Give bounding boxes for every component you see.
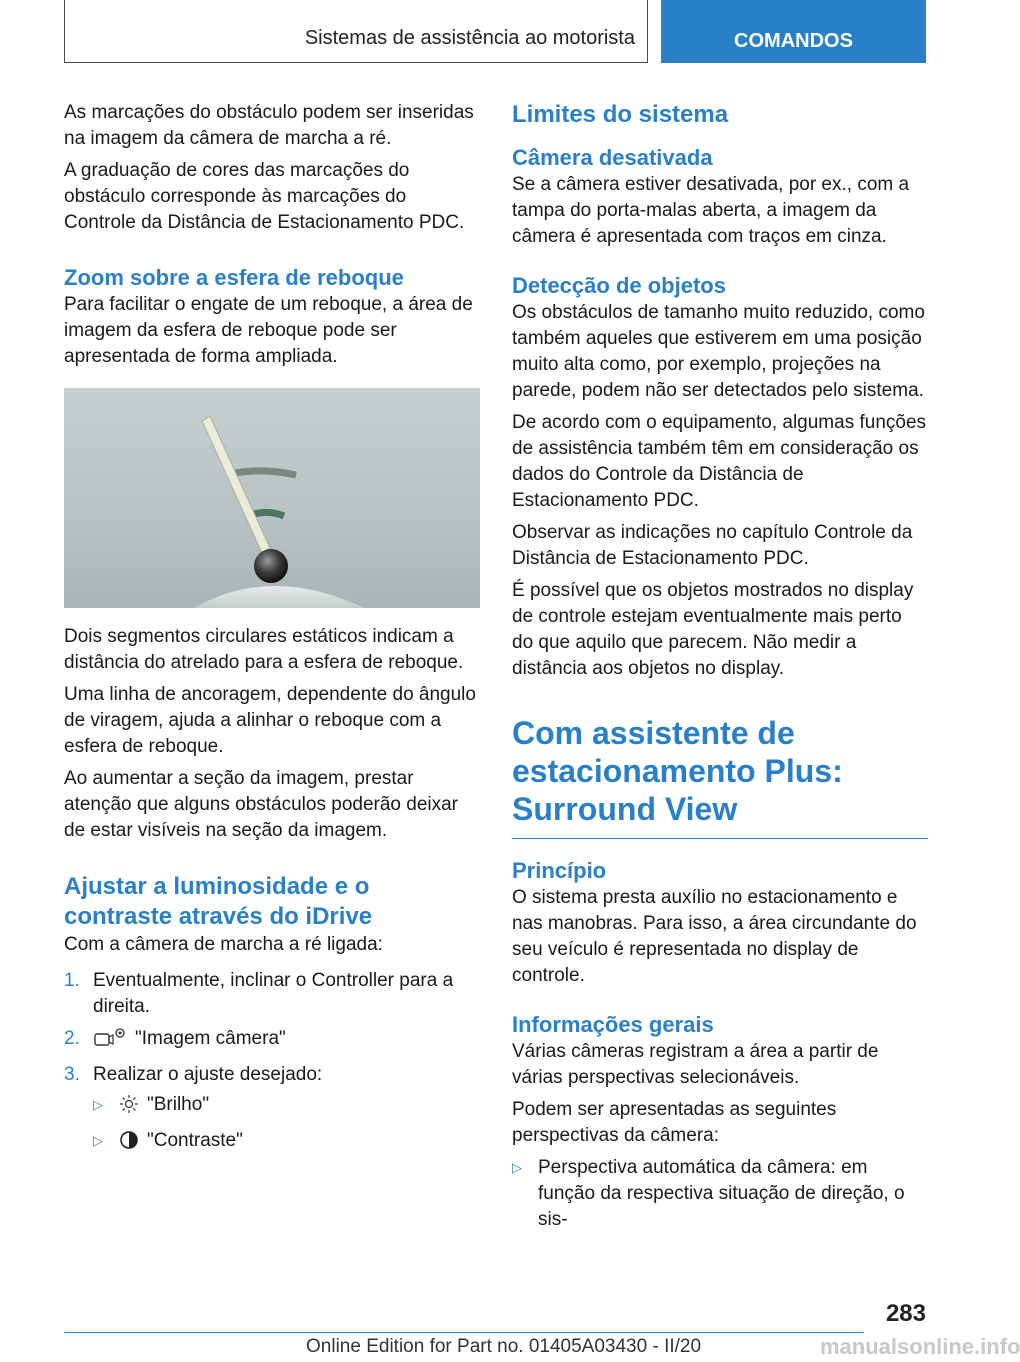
list-item	[93, 1128, 480, 1158]
heading-brightness-contrast: Ajustar a luminosidade e o contraste através do iDrive	[64, 873, 373, 930]
brightness-icon	[119, 1094, 139, 1122]
paragraph: Várias câmeras registram a área a partir de várias perspectivas selecionáveis.	[512, 1041, 879, 1088]
sub-list	[93, 1092, 480, 1158]
bullet-triangle: ▷	[93, 1133, 103, 1148]
camera-settings-icon	[93, 1026, 127, 1056]
left-column	[64, 100, 480, 1164]
paragraph: Se a câmera estiver desativada, por ex., com a tampa do porta-malas aberta, a imagem da câmera é apresentada com traços em cinza.	[512, 174, 910, 247]
heading-camera-off: Câmera desativada	[512, 145, 713, 170]
step-number: 2.	[64, 1028, 80, 1049]
tow-ball	[254, 549, 288, 583]
header-chapter-tab: COMANDOS	[661, 0, 926, 63]
paragraph: A graduação de cores das marcações do obstáculo corresponde às marcações do Controle da Distância de Estacionamento PDC.	[64, 160, 465, 233]
step-text: Realizar o ajuste desejado:	[93, 1064, 323, 1085]
heading-zoom: Zoom sobre a esfera de reboque	[64, 265, 404, 290]
heading-general-info: Informações gerais	[512, 1012, 714, 1037]
watermark: manualsonline.info	[820, 1334, 1020, 1359]
list-item	[93, 1092, 480, 1122]
step-text: Eventualmente, inclinar o Controller para a direita.	[93, 970, 454, 1017]
paragraph: Com a câmera de marcha a ré ligada:	[64, 934, 383, 955]
anchor-line	[202, 416, 270, 553]
step-number: 1.	[64, 970, 80, 991]
footer-rule	[64, 1332, 864, 1333]
heading-surround-view: Com assistente de estacionamento Plus: Surround View	[512, 715, 843, 827]
paragraph: De acordo com o equipamento, algumas funções de assistência também têm em consideração os dados do Controle da Distância de Estacionamento PDC.	[512, 412, 927, 511]
distance-arc-far	[234, 471, 296, 475]
option-text: "Contraste"	[147, 1130, 243, 1151]
page-number: 283	[885, 1300, 926, 1327]
tow-ball-illustration	[64, 388, 480, 608]
paragraph: Os obstáculos de tamanho muito reduzido, como também aqueles que estiverem em uma posição muito alta como, por exemplo, projeções na parede, podem não ser detectados pelo sistema.	[512, 302, 925, 401]
header-section-title: Sistemas de assistência ao motorista	[304, 27, 635, 49]
paragraph: É possível que os objetos mostrados no display de controle estejam eventualmente mais perto do que aquilo que parecem. Não medir a distância aos objetos no display.	[512, 580, 914, 679]
list-item	[64, 1062, 480, 1158]
heading-limits: Limites do sistema	[512, 101, 729, 128]
contrast-icon	[119, 1130, 139, 1158]
paragraph: Observar as indicações no capítulo Controle da Distância de Estacionamento PDC.	[512, 522, 913, 569]
tow-ball-camera-image	[64, 388, 480, 608]
section-rule	[512, 838, 928, 839]
paragraph: O sistema presta auxílio no estacionamento e nas manobras. Para isso, a área circundante do seu veículo é representada no display de controle.	[512, 887, 917, 986]
bumper	[194, 586, 364, 608]
steps-list	[64, 968, 480, 1158]
distance-arc-near	[254, 512, 284, 516]
bullet-triangle: ▷	[93, 1097, 103, 1112]
step-number: 3.	[64, 1064, 80, 1085]
list-item	[64, 1026, 480, 1056]
paragraph: Podem ser apresentadas as seguintes perspectivas da câmera:	[512, 1099, 837, 1146]
perspective-list	[512, 1155, 928, 1233]
header-frame	[64, 0, 648, 63]
option-text: "Brilho"	[147, 1094, 210, 1115]
footer-edition: Online Edition for Part no. 01405A03430 - II/20	[306, 1336, 702, 1357]
list-item	[64, 968, 480, 1020]
list-item	[512, 1155, 928, 1233]
paragraph: Uma linha de ancoragem, dependente do ângulo de viragem, ajuda a alinhar o reboque com a esfera de reboque.	[64, 684, 476, 757]
heading-object-detection: Detecção de objetos	[512, 273, 726, 298]
paragraph: Ao aumentar a seção da imagem, prestar atenção que alguns obstáculos poderão deixar de estar visíveis na seção da imagem.	[64, 768, 459, 841]
paragraph: Dois segmentos circulares estáticos indicam a distância do atrelado para a esfera de reboque.	[64, 626, 464, 673]
paragraph: As marcações do obstáculo podem ser inseridas na imagem da câmera de marcha a ré.	[64, 102, 474, 149]
step-text: "Imagem câmera"	[135, 1028, 286, 1049]
right-column	[512, 100, 928, 1233]
bullet-triangle: ▷	[512, 1160, 522, 1175]
heading-principle: Princípio	[512, 858, 607, 883]
paragraph: Para facilitar o engate de um reboque, a área de imagem da esfera de reboque pode ser apresentada de forma ampliada.	[64, 294, 473, 367]
list-text: Perspectiva automática da câmera: em função da respectiva situação de direção, o sis-	[538, 1157, 905, 1230]
